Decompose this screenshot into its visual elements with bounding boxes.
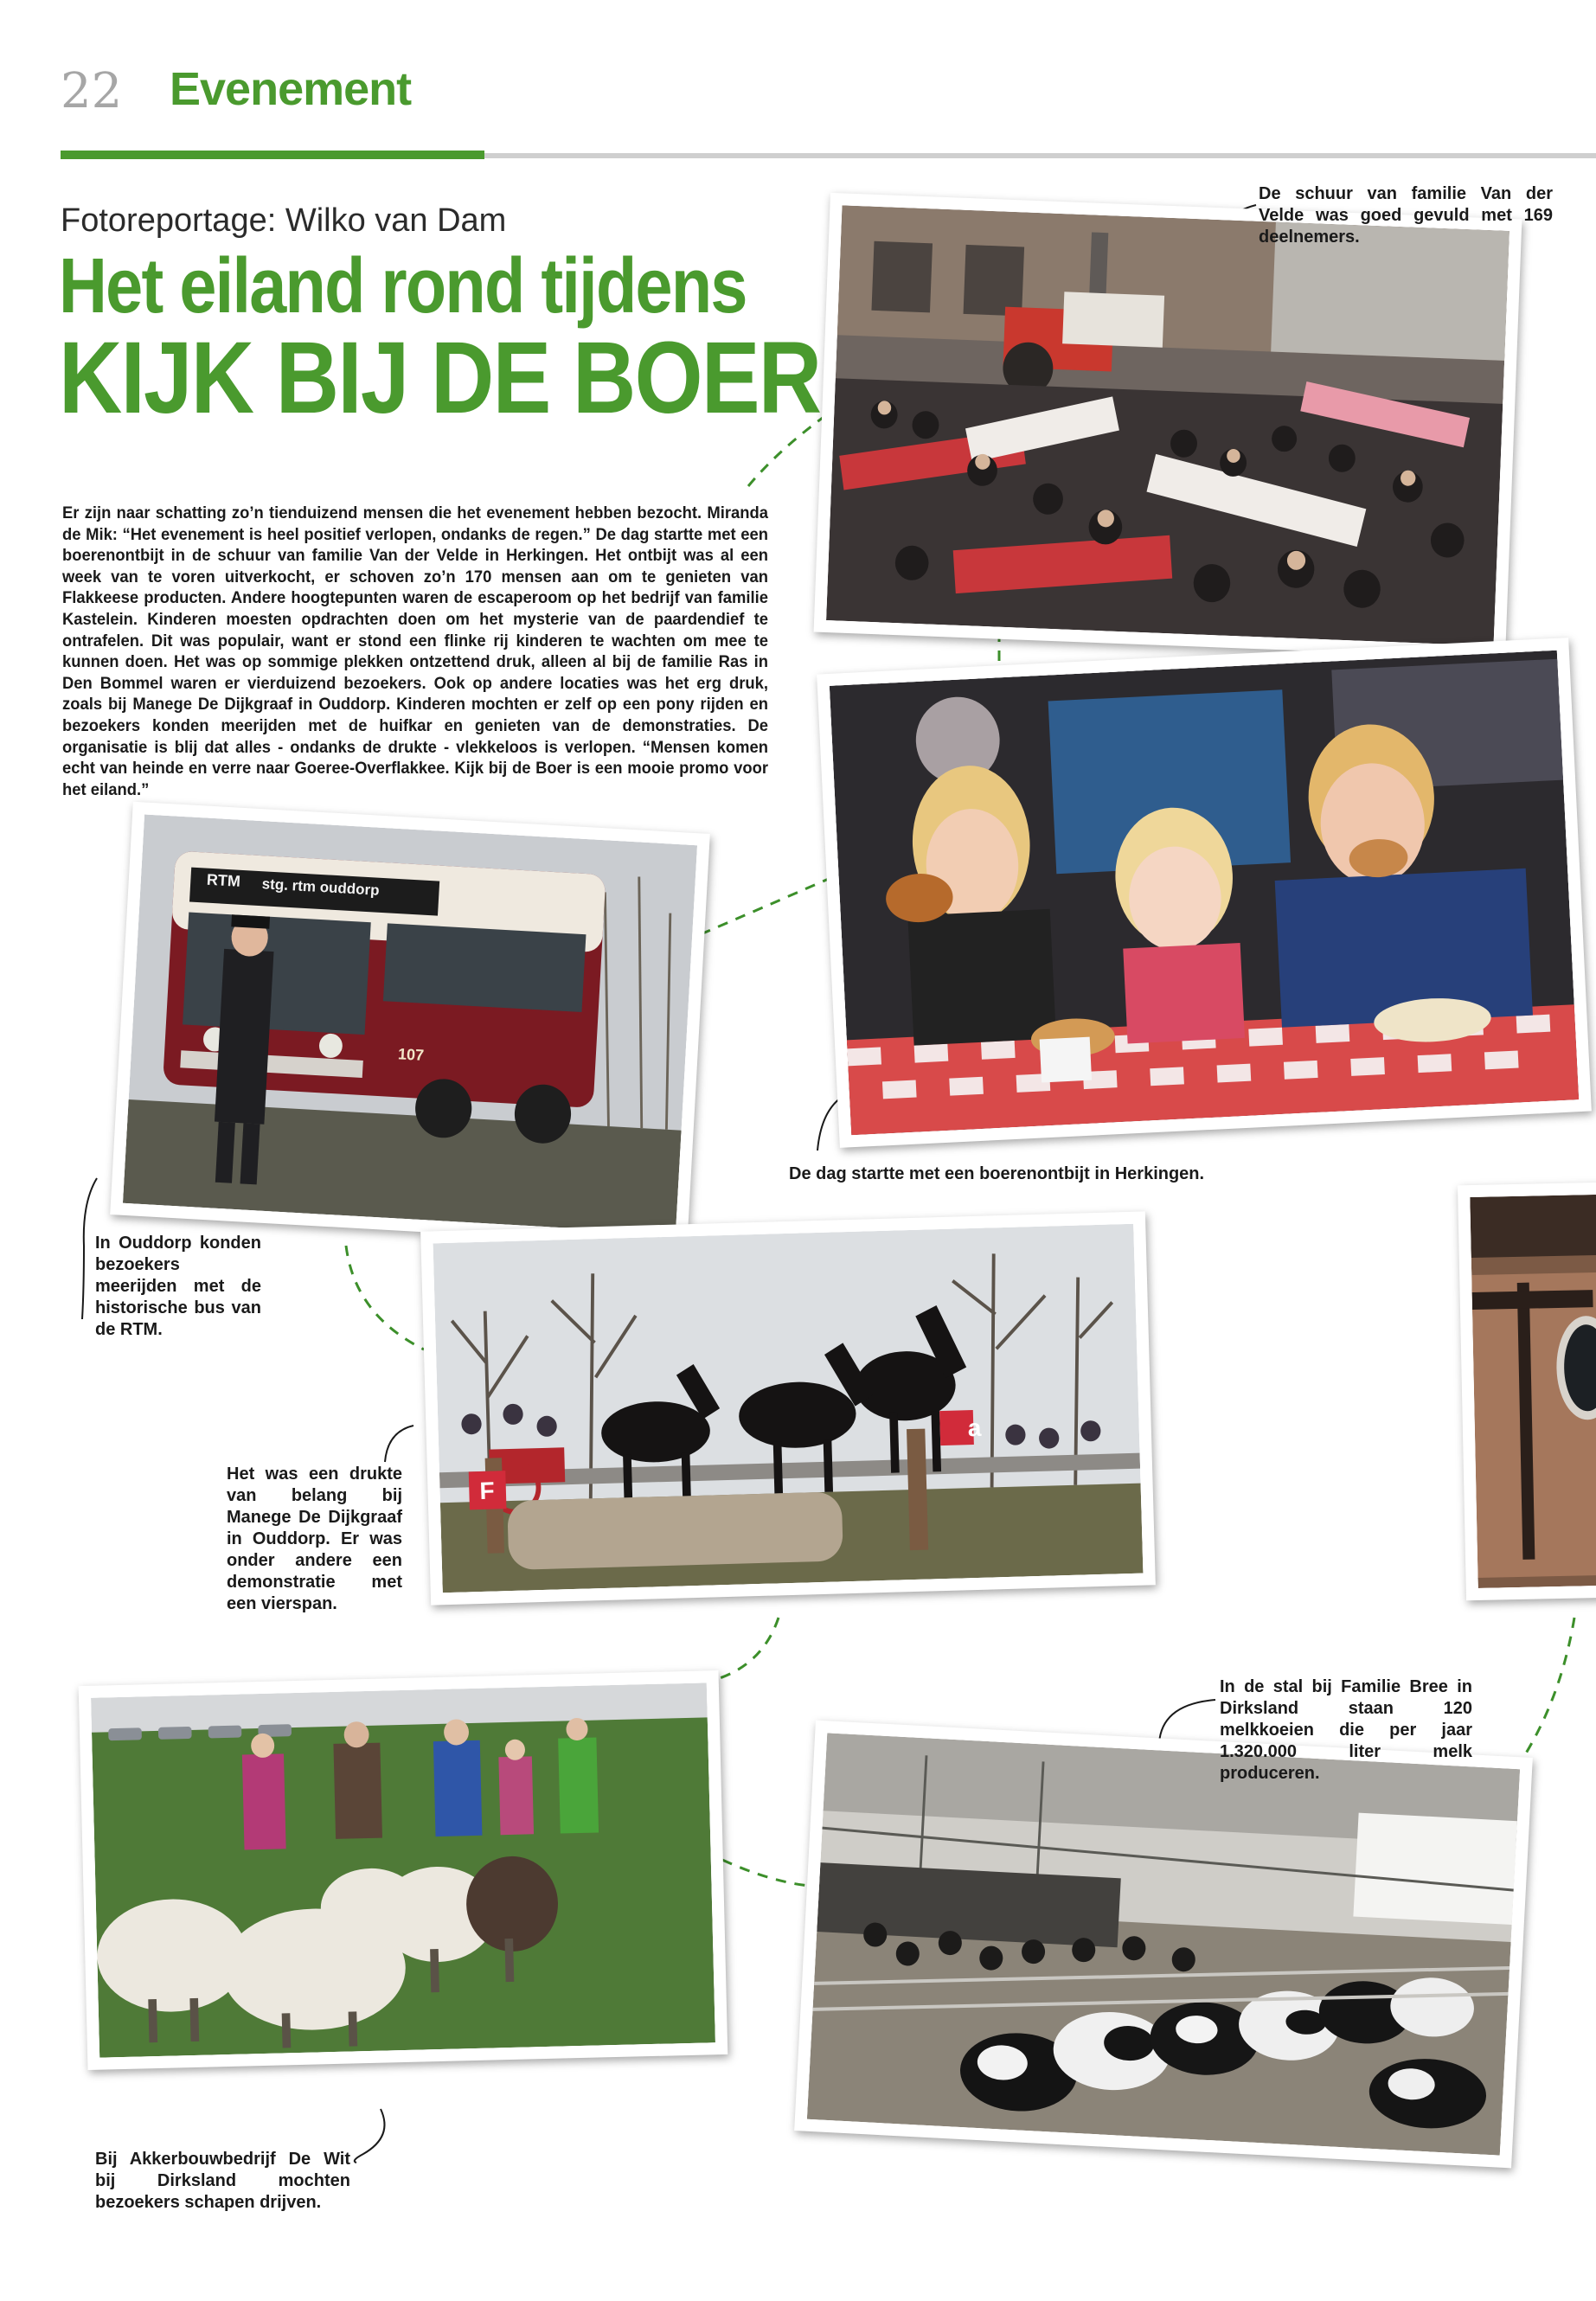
caption-bus: In Ouddorp konden bezoekers meerijden met de historische bus van de RTM. (95, 1234, 261, 1339)
bus-number: 107 (397, 1045, 425, 1064)
photo-horses (420, 1211, 1156, 1605)
caption-hook-horses (385, 1426, 413, 1462)
caption-hook-sheep (355, 2109, 385, 2163)
photo-sheep (79, 1670, 728, 2070)
cows-illustration (807, 1733, 1520, 2155)
bus-logo: RTM (206, 870, 241, 890)
photo-barn (814, 193, 1522, 658)
bus-destination-sign: stg. rtm ouddorp (261, 875, 381, 899)
connector-sheep-cows (722, 1860, 809, 1886)
horses-illustration (433, 1224, 1144, 1593)
caption-hook-cows (1159, 1700, 1215, 1743)
caption-horses: Het was een drukte van belang bij Manege De Dijkgraaf in Ouddorp. Er was onder andere een demonstratie met een vierspan. (227, 1465, 402, 1613)
breakfast-illustration (830, 651, 1579, 1136)
sheep-illustration (91, 1682, 715, 2057)
connector-bus-horses (346, 1246, 424, 1349)
barn-illustration (826, 205, 1509, 645)
headline-line-1: Het eiland rond tijdens (59, 243, 747, 330)
article-intro: Er zijn naar schatting zo’n tienduizend mensen die het evenement hebben bezocht. Miranda de Mik: “Het evenement is heel positief verlopen, ondanks de regen.” De dag startte met een boerenontbijt in de schuur van familie Van der Velde in Herkingen. Het ontbijt was al een week van te voren uitverkocht, er schoven zo’n 170 mensen aan om te genieten van Flakkeese producten. Andere hoogtepunten waren de escaperoom op het bedrijf van familie Kastelein. Kinderen moesten opdrachten doen om het mysterie van de paardendief te ontrafelen. Dit was populair, want er stond een flinke rij kinderen te wachten om mee te kunnen doen. Het was op sommige plekken ontzettend druk, alleen al bij de familie Ras in Den Bommel waren er vierduizend bezoekers. Ook op andere locaties was het erg druk, zoals bij Manege De Dijkgraaf in Ouddorp. Kinderen mochten er zelf op een pony rijden en bezoekers konden meerijden met de huifkar en genieten van de demonstraties. De organisatie is blij dat alles - ondanks de drukte - vlekkeloos is verlopen. “Mensen komen echt van heinde en verre naar Goeree-Overflakkee. Kijk bij de Boer is een mooie promo voor het eiland.” (62, 504, 768, 799)
caption-cows: In de stal bij Familie Bree in Dirksland staan 120 melkkoeien die per jaar 1.320.000 liter melk produceren. (1220, 1677, 1472, 1783)
caption-breakfast: De dag startte met een boerenontbijt in Herkingen. (789, 1164, 1205, 1183)
header-rule-accent (61, 151, 484, 159)
caption-sheep: Bij Akkerbouwbedrijf De Wit bij Dirksland mochten bezoekers schapen drijven. (95, 2150, 350, 2212)
caption-barn: De schuur van familie Van der Velde was goed gevuld met 169 deelnemers. (1259, 184, 1553, 247)
section-title: Evenement (170, 63, 412, 115)
photo-bus (110, 802, 710, 1247)
header-rule (484, 153, 1596, 158)
photo-stable-partial (1458, 1182, 1596, 1601)
course-marker-a: a (967, 1413, 982, 1442)
stable-illustration (1470, 1194, 1596, 1588)
course-marker-f: F (479, 1477, 496, 1504)
photo-cows (794, 1721, 1533, 2169)
byline: Fotoreportage: Wilko van Dam (61, 202, 507, 239)
page-number: 22 (61, 63, 123, 119)
connector-bus-breakfast (701, 878, 830, 934)
headline-line-2: KIJK BIJ DE BOER (59, 321, 821, 435)
photo-breakfast (817, 638, 1592, 1148)
